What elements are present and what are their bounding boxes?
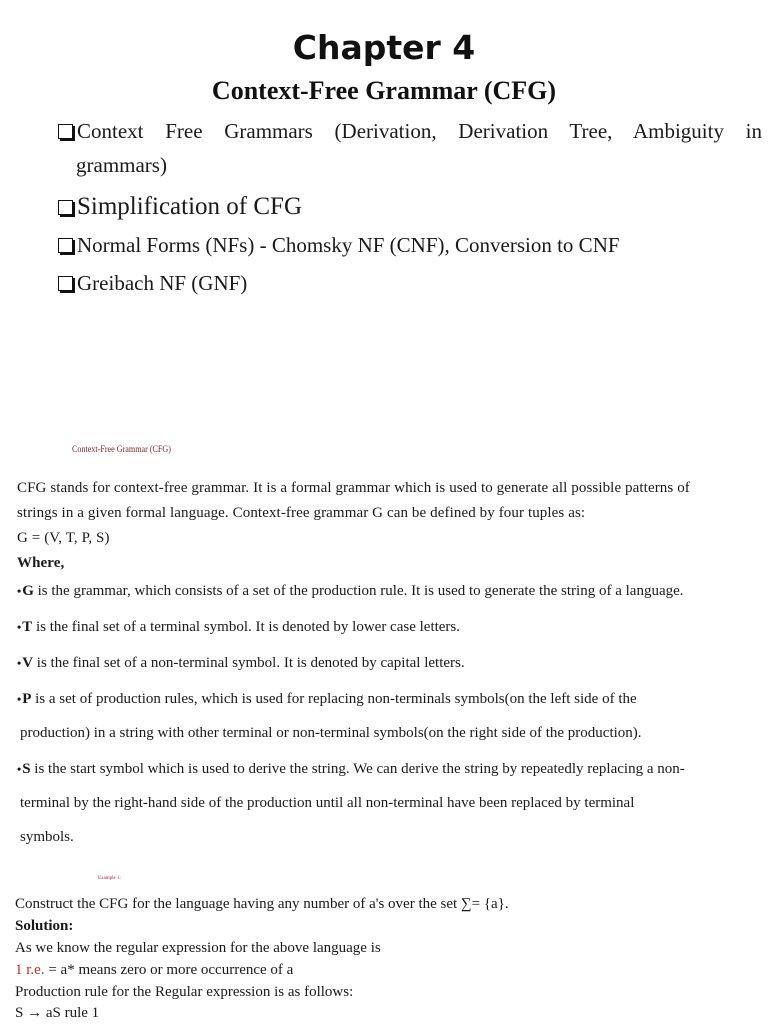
chapter-title: Chapter 4 [292,28,476,67]
regex-line [15,959,293,981]
production-rule-intro: Production rule for the Regular expression is as follows: [15,984,354,1000]
definition-symbol: P [22,691,32,707]
bullet-item-context-free-grammars [58,114,762,148]
section-header-small: Context-Free Grammar (CFG) [72,444,171,454]
definition-s [17,759,685,779]
definition-v [17,653,465,673]
bullet-item-normal-forms [58,228,762,262]
definition-s-continuation-2: symbols. [20,829,74,845]
definition-p [17,689,637,709]
production-rule-1: S → aS rule 1 [15,1005,100,1021]
example-label: Example 1: [98,876,121,881]
solution-line-1: As we know the regular expression for the above language is [15,940,381,956]
definition-g [17,581,684,601]
bullet-item-continuation: grammars) [76,153,167,177]
example-question: Construct the CFG for the language having any number of a's over the set ∑= {a}. [15,896,509,912]
definition-text: is the final set of a terminal symbol. It is denoted by lower case letters. [32,619,461,635]
definition-p-continuation: production) in a string with other terminal or non-terminal symbols(on the right side of the production). [20,725,642,741]
chapter-subtitle: Context-Free Grammar (CFG) [211,76,557,105]
checkbox-square-icon [58,200,73,215]
bullet-text: Simplification of CFG [77,193,302,220]
bullet-marker-icon: • [17,584,22,598]
regex-text: = a* means zero or more occurrence of a [44,962,294,978]
bullet-text: Context Free Grammars (Derivation, Derivation Tree, Ambiguity in [77,119,762,143]
intro-line-2: strings in a given formal language. Context-free grammar G can be defined by four tuples as: [17,505,586,521]
definition-text: is the grammar, which consists of a set of the production rule. It is used to generate the string of a language. [33,583,684,599]
bullet-marker-icon: • [17,692,22,706]
bullet-item-simplification [58,190,762,224]
definition-t [17,617,460,637]
bullet-text: Greibach NF (GNF) [77,271,248,295]
checkbox-square-icon [58,124,73,139]
bullet-marker-icon: • [17,656,22,670]
intro-line-1: CFG stands for context-free grammar. It is a formal grammar which is used to generate all possible patterns of [17,480,690,496]
definition-symbol: S [22,761,31,777]
definition-s-continuation: terminal by the right-hand side of the production until all non-terminal have been replaced by terminal [20,795,635,811]
definition-symbol: T [22,619,33,635]
bullet-marker-icon: • [17,620,22,634]
bullet-text: Normal Forms (NFs) - Chomsky NF (CNF), Conversion to CNF [77,233,620,257]
checkbox-square-icon [58,276,73,291]
bullet-marker-icon: • [17,762,22,776]
definition-symbol: G [22,583,34,599]
checkbox-square-icon [58,238,73,253]
tuple-definition: G = (V, T, P, S) [17,530,110,546]
definition-symbol: V [22,655,34,671]
regex-prefix: 1 r.e. [15,962,45,978]
solution-label: Solution: [15,918,74,934]
bullet-item-greibach [58,266,762,300]
definition-text: is the final set of a non-terminal symbol. It is denoted by capital letters. [33,655,465,671]
definition-text: is the start symbol which is used to derive the string. We can derive the string by repeatedly replacing a non- [30,761,685,777]
definition-text: is a set of production rules, which is used for replacing non-terminals symbols(on the left side of the [31,691,637,707]
where-label: Where, [17,555,65,571]
